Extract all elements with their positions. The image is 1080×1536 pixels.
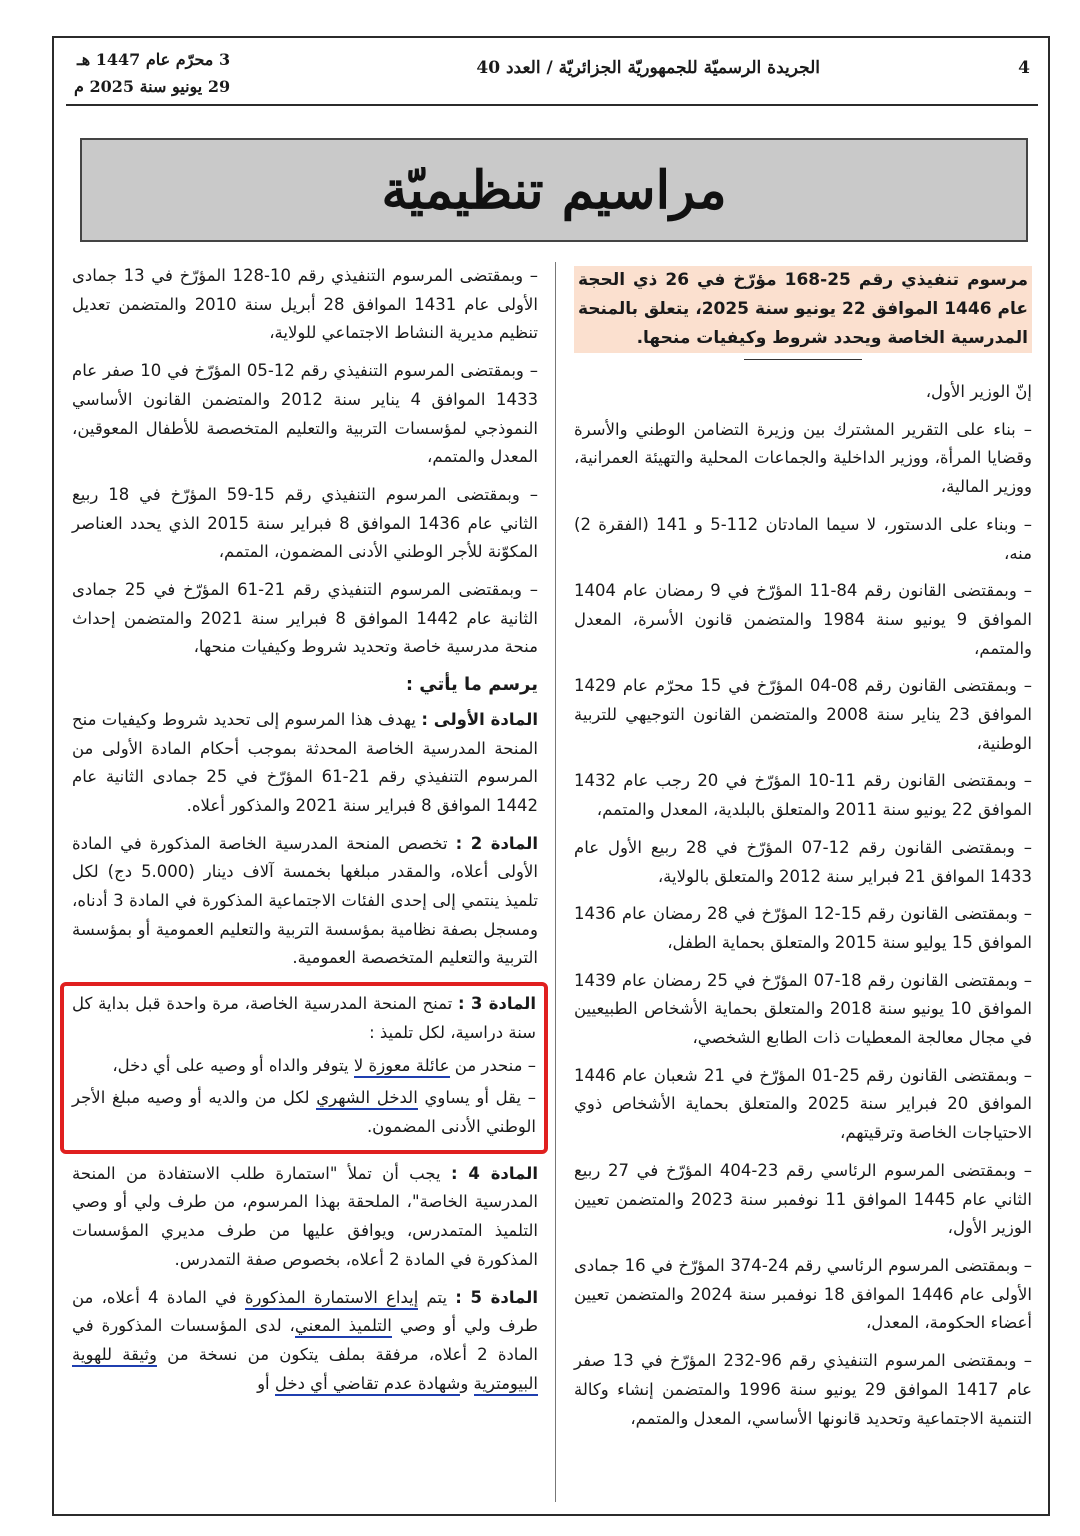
visa-paragraph: – وبمقتضى المرسوم التنفيذي رقم 10-128 المؤرّخ في 13 جمادى الأولى عام 1431 الموافق 28 أبريل سنة 2010 والمتضمن تعديل تنظيم مديرية النشاط الاجتماعي للولاية،: [72, 266, 539, 343]
item-text: – يقل أو يساوي: [417, 1088, 536, 1108]
article-3-item-1: [72, 1052, 536, 1081]
article-label: المادة 3 :: [458, 994, 537, 1014]
item-text: – منحدر من: [449, 1055, 536, 1075]
page-header: [66, 44, 1038, 102]
article-label: المادة 5 :: [455, 1287, 538, 1307]
visa-paragraph: – وبمقتضى المرسوم التنفيذي رقم 15-59 المؤرّخ في 18 ربيع الثاني عام 1436 الموافق 8 فبراير سنة 2015 الذي يحدد العناصر المكوّنة للأجر الوطني الأدنى المضمون، المتمم،: [72, 484, 538, 562]
article-4: [72, 1160, 538, 1275]
article-3-item-2: [72, 1084, 536, 1141]
left-column: [72, 262, 538, 1407]
article-label: المادة 2 :: [455, 833, 539, 853]
decides-heading: يرسم ما يأتي :: [405, 674, 538, 696]
decree-title: مرسوم تنفيذي رقم 25-168 مؤرّخ في 26 ذي الحجة عام 1446 الموافق 22 يونيو سنة 2025، يتعلق بالمنحة المدرسية الخاصة ويحدد شروط وكيفيات منحها.: [574, 266, 1032, 353]
header-rule: [66, 104, 1038, 106]
section-title: مراسيم تنظيميّة: [381, 159, 727, 221]
article-label: المادة الأولى :: [421, 709, 538, 729]
visa-paragraph: – وبمقتضى المرسوم التنفيذي رقم 12-05 المؤرّخ في 10 صفر عام 1433 الموافق 4 يناير سنة 2012 والمتضمن القانون الأساسي النموذجي لمؤسسات التربية والتعليم المتخصصة للأطفال المعوقين، المعدل والمتمم،: [72, 361, 539, 467]
article-text: يتم: [418, 1287, 448, 1307]
article-text: ، لدى المؤسسات المذكورة في المادة 2 أعلاه، مرفقة بملف يتكون من نسخة من: [72, 1316, 538, 1364]
article-3-highlight-box: [60, 982, 548, 1154]
page-number: 4: [1018, 58, 1030, 78]
visa-paragraph: – وبمقتضى القانون رقم 12-07 المؤرّخ في 28 ربيع الأول عام 1433 الموافق 21 فبراير سنة 2012 والمتعلق بالولاية،: [574, 837, 1032, 886]
visa-paragraph: – وبمقتضى القانون رقم 08-04 المؤرّخ في 15 محرّم عام 1429 الموافق 23 يناير سنة 2008 والمتضمن القانون التوجيهي للتربية الوطنية،: [574, 676, 1032, 753]
article-label: المادة 4 :: [450, 1163, 539, 1183]
article-5: [72, 1284, 538, 1399]
visa-paragraph: – وبمقتضى القانون رقم 84-11 المؤرّخ في 9 رمضان عام 1404 الموافق 9 يونيو سنة 1984 والمتضمن قانون الأسرة، المعدل والمتمم،: [574, 581, 1032, 658]
visa-paragraph: – وبمقتضى المرسوم الرئاسي رقم 24-374 المؤرّخ في 16 جمادى الأولى عام 1446 الموافق 18 نوفمبر سنة 2024 والمتضمن تعيين أعضاء الحكومة، المعدل،: [574, 1255, 1033, 1333]
issue-date: [74, 46, 230, 100]
underlined-phrase: التلميذ المعني: [295, 1316, 392, 1338]
article-3: [72, 990, 536, 1047]
visa-paragraph: – وبمقتضى القانون رقم 15-12 المؤرّخ في 28 رمضان عام 1436 الموافق 15 يوليو سنة 2015 والمتعلق بحماية الطفل،: [574, 904, 1032, 952]
column-divider: [555, 262, 556, 1502]
section-title-box: [80, 138, 1028, 242]
article-text: تمنح المنحة المدرسية الخاصة، مرة واحدة قبل بداية كل سنة دراسية، لكل تلميذ :: [72, 994, 536, 1042]
underlined-phrase: الدخل الشهري: [316, 1088, 418, 1110]
underlined-phrase: شهادة عدم تقاضي أي دخل: [275, 1374, 460, 1396]
gazette-title: الجريدة الرسميّة للجمهوريّة الجزائريّة / العدد 40: [476, 58, 820, 78]
article-text: في المادة 4 أعلاه، من طرف ولي أو وصي: [72, 1287, 538, 1336]
visa-paragraph: – وبمقتضى المرسوم التنفيذي رقم 21-61 المؤرّخ في 25 جمادى الثانية عام 1442 الموافق 8 فبراير سنة 2021 والمتضمن إحداث منحة مدرسية خاصة وتحديد شروط وكيفيات منحها،: [72, 580, 539, 657]
visa-paragraph: – وبمقتضى القانون رقم 18-07 المؤرّخ في 25 رمضان عام 1439 الموافق 10 يونيو سنة 2018 والمتعلق بحماية الأشخاص الطبيعيين في مجال معالجة المعطيات ذات الطابع الشخصي،: [574, 970, 1032, 1048]
visa-paragraph: – وبمقتضى القانون رقم 11-10 المؤرّخ في 20 رجب عام 1432 الموافق 22 يونيو سنة 2011 والمتعلق بالبلدية، المعدل والمتمم،: [574, 771, 1032, 820]
right-column: [574, 262, 1032, 1442]
visa-paragraph: – وبمقتضى المرسوم التنفيذي رقم 96-232 المؤرّخ في 13 صفر عام 1417 الموافق 29 يونيو سنة 1996 والمتضمن إنشاء وكالة التنمية الاجتماعية وتحديد قانونها الأساسي، المعدل والمتمم،: [574, 1351, 1032, 1428]
article-text: يهدف هذا المرسوم إلى تحديد شروط وكيفيات منح المنحة المدرسية الخاصة المحدثة بموجب أحكام المادة الأولى من المرسوم التنفيذي رقم 21-61 المؤرّخ في 25 جمادى الثانية عام 1442 الموافق 8 فبراير سنة 2021 والمذكور أعلاه.: [72, 709, 538, 815]
article-2: [72, 830, 538, 974]
underlined-phrase: إيداع الاستمارة المذكورة: [245, 1288, 418, 1310]
item-text: لكل من والديه أو وصيه مبلغ الأجر الوطني الأدنى المضمون.: [72, 1088, 536, 1136]
hijri-date: 3 محرّم عام 1447 هـ: [77, 50, 231, 69]
intro-line: إنّ الوزير الأول،: [925, 382, 1032, 401]
article-text: و: [460, 1373, 474, 1393]
visa-paragraph: – وبناء على الدستور، لا سيما المادتان 112-5 و 141 (الفقرة 2) منه،: [574, 514, 1032, 563]
gregorian-date: 29 يونيو سنة 2025 م: [74, 77, 231, 96]
article-text: أو: [257, 1373, 275, 1393]
visa-paragraph: – وبمقتضى القانون رقم 25-01 المؤرّخ في 21 شعبان عام 1446 الموافق 20 فبراير سنة 2025 والمتعلق بحماية الأشخاص ذوي الاحتياجات الخاصة وترقيتهم،: [574, 1065, 1033, 1143]
underlined-phrase: عائلة معوزة لا: [354, 1056, 450, 1078]
article-text: يجب أن تملأ "استمارة طلب الاستفادة من المنحة المدرسية الخاصة"، الملحقة بهذا المرسوم، من طرف ولي أو وصي التلميذ المتمدرس، ويوافق عليها من طرف مديري المؤسسات المذكورة في المادة 2 أعلاه، بخصوص صفة التمدرس.: [72, 1163, 538, 1269]
visa-paragraph: – وبمقتضى المرسوم الرئاسي رقم 23-404 المؤرّخ في 27 ربيع الثاني عام 1445 الموافق 11 نوفمبر سنة 2023 والمتضمن تعيين الوزير الأول،: [574, 1160, 1032, 1238]
title-rule: [744, 359, 862, 360]
visa-paragraph: – بناء على التقرير المشترك بين وزيرة التضامن الوطني والأسرة وقضايا المرأة، ووزير الداخلية والجماعات المحلية والتهيئة العمرانية، ووزير المالية،: [574, 419, 1032, 497]
article-1: [72, 706, 538, 821]
article-text: تخصص المنحة المدرسية الخاصة المذكورة في المادة الأولى أعلاه، والمقدر مبلغها بخمسة آلاف دينار (5.000 دج) لكل تلميذ ينتمي إلى إحدى الفئات الاجتماعية المذكورة في المادة 3 أدناه، ومسجل بصفة نظامية بمؤسسة التربية والتعليم العمومية أو بمؤسسة التربية والتعليم المتخصصة العمومية.: [72, 833, 539, 968]
item-text: يتوفر والداه أو وصيه على أي دخل،: [112, 1055, 354, 1075]
underlined-phrase: وثيقة للهوية البيومترية: [72, 1345, 538, 1396]
